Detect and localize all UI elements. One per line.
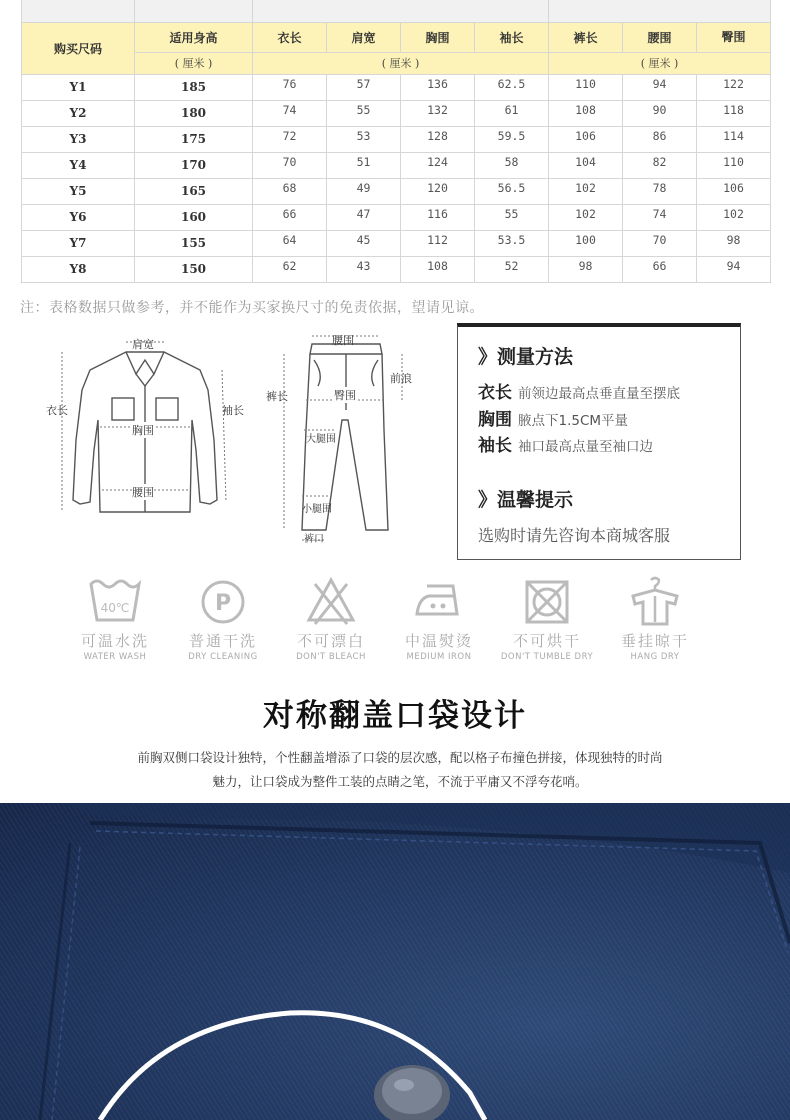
measure-cell: 98 xyxy=(697,230,771,256)
measure-cell: 51 xyxy=(327,152,401,178)
shirt-label-shoulder: 肩宽 xyxy=(132,338,154,351)
design-desc-line: 魅力，让口袋成为整件工装的点睛之笔，不流于平庸又不浮夸花哨。 xyxy=(212,774,588,789)
unit-bottom: ( 厘米 ) xyxy=(549,52,771,74)
height-cell: 180 xyxy=(135,100,253,126)
height-cell: 175 xyxy=(135,126,253,152)
size-row xyxy=(22,100,771,126)
col-header-shoulder: 肩宽 xyxy=(327,22,401,52)
measure-cell: 114 xyxy=(697,126,771,152)
care-label-en: WATER WASH xyxy=(83,652,147,662)
tip-text: 选购时请先咨询本商城客服 xyxy=(478,526,671,545)
measure-cell: 52 xyxy=(475,256,549,282)
measure-cell: 110 xyxy=(549,74,623,100)
shirt-label-waist: 腰围 xyxy=(132,486,154,499)
care-label-en: DON'T BLEACH xyxy=(296,652,366,662)
measure-cell: 66 xyxy=(253,204,327,230)
col-header-sleeve: 袖长 xyxy=(475,22,549,52)
method-item-length: 衣长 前领边最高点垂直量至摆底 xyxy=(478,383,680,403)
care-label: 中温熨烫 xyxy=(404,632,473,650)
measure-cell: 78 xyxy=(623,178,697,204)
measure-cell: 68 xyxy=(253,178,327,204)
pants-label-hem: 裤口 xyxy=(304,534,324,545)
height-header: 适用身高 xyxy=(135,22,253,52)
measure-cell: 106 xyxy=(697,178,771,204)
size-row xyxy=(22,126,771,152)
measure-cell: 70 xyxy=(253,152,327,178)
method-title: 》测量方法 xyxy=(478,346,574,368)
measure-cell: 112 xyxy=(401,230,475,256)
measure-cell: 47 xyxy=(327,204,401,230)
size-row xyxy=(22,256,771,282)
size-row xyxy=(22,178,771,204)
measure-cell: 132 xyxy=(401,100,475,126)
measure-cell: 86 xyxy=(623,126,697,152)
measure-cell: 55 xyxy=(475,204,549,230)
measure-cell: 98 xyxy=(549,256,623,282)
measure-cell: 64 xyxy=(253,230,327,256)
measure-cell: 72 xyxy=(253,126,327,152)
shirt-diagram xyxy=(40,330,265,530)
size-cell: Y8 xyxy=(22,256,135,282)
measure-cell: 106 xyxy=(549,126,623,152)
measure-cell: 55 xyxy=(327,100,401,126)
care-no-bleach xyxy=(276,574,386,662)
measure-cell: 100 xyxy=(549,230,623,256)
height-cell: 150 xyxy=(135,256,253,282)
measure-cell: 94 xyxy=(623,74,697,100)
pants-drawing xyxy=(262,330,442,550)
col-header-pants-length: 裤长 xyxy=(549,22,623,52)
care-hang-dry xyxy=(600,574,710,662)
design-title: 对称翻盖口袋设计 xyxy=(263,698,527,734)
pants-label-length: 裤长 xyxy=(266,390,288,403)
measure-cell: 120 xyxy=(401,178,475,204)
measure-cell: 128 xyxy=(401,126,475,152)
measure-cell: 74 xyxy=(253,100,327,126)
dry-clean-icon xyxy=(193,574,253,628)
size-cell: Y2 xyxy=(22,100,135,126)
height-cell: 185 xyxy=(135,74,253,100)
measure-cell: 76 xyxy=(253,74,327,100)
measure-cell: 66 xyxy=(623,256,697,282)
care-iron xyxy=(384,574,494,662)
care-no-tumble xyxy=(492,574,602,662)
pants-diagram xyxy=(262,330,442,550)
pants-label-thigh: 大腿围 xyxy=(306,434,336,445)
measure-cell: 74 xyxy=(623,204,697,230)
measure-cell: 124 xyxy=(401,152,475,178)
height-cell: 160 xyxy=(135,204,253,230)
care-wash xyxy=(60,574,170,662)
measure-cell: 70 xyxy=(623,230,697,256)
tip-title: 》温馨提示 xyxy=(478,489,574,511)
measure-cell: 56.5 xyxy=(475,178,549,204)
disclaimer-note: 注：表格数据只做参考，并不能作为买家换尺寸的免责依据，望请见谅。 xyxy=(20,300,484,316)
no-bleach-icon xyxy=(301,574,361,628)
measure-cell: 102 xyxy=(549,204,623,230)
measure-cell: 59.5 xyxy=(475,126,549,152)
size-row xyxy=(22,230,771,256)
care-label: 不可漂白 xyxy=(296,632,365,650)
care-label-en: DON'T TUMBLE DRY xyxy=(500,652,594,662)
measure-cell: 108 xyxy=(401,256,475,282)
col-header-chest: 胸围 xyxy=(401,22,475,52)
size-cell: Y1 xyxy=(22,74,135,100)
measure-cell: 94 xyxy=(697,256,771,282)
measure-cell: 62 xyxy=(253,256,327,282)
measure-cell: 90 xyxy=(623,100,697,126)
method-item-chest: 胸围 腋点下1.5CM平量 xyxy=(478,410,629,430)
size-table xyxy=(21,0,771,283)
col-header-length: 衣长 xyxy=(253,22,327,52)
measurement-method-box xyxy=(457,323,741,560)
col-header-waist: 腰围 xyxy=(623,22,697,52)
measure-cell: 104 xyxy=(549,152,623,178)
measure-cell: 57 xyxy=(327,74,401,100)
pants-label-calf: 小腿围 xyxy=(302,504,332,515)
measure-cell: 136 xyxy=(401,74,475,100)
pocket-fabric-photo xyxy=(0,803,790,1120)
care-label: 普通干洗 xyxy=(188,632,257,650)
svg-text:40℃: 40℃ xyxy=(100,601,130,615)
table-header-row xyxy=(22,22,771,52)
measure-cell: 53.5 xyxy=(475,230,549,256)
height-cell: 170 xyxy=(135,152,253,178)
measure-cell: 110 xyxy=(697,152,771,178)
measure-cell: 61 xyxy=(475,100,549,126)
table-cap-row xyxy=(22,0,771,22)
size-header: 购买尺码 xyxy=(22,22,135,74)
care-label-en: MEDIUM IRON xyxy=(406,652,472,662)
measure-cell: 118 xyxy=(697,100,771,126)
svg-text:P: P xyxy=(214,591,232,616)
size-row xyxy=(22,204,771,230)
shirt-label-length: 衣长 xyxy=(46,404,68,417)
measure-cell: 82 xyxy=(623,152,697,178)
size-cell: Y6 xyxy=(22,204,135,230)
care-dry-clean xyxy=(168,574,278,662)
measure-cell: 122 xyxy=(697,74,771,100)
pants-label-waist: 腰围 xyxy=(332,334,354,347)
size-cell: Y4 xyxy=(22,152,135,178)
height-cell: 155 xyxy=(135,230,253,256)
medium-iron-icon xyxy=(409,574,469,628)
size-cell: Y5 xyxy=(22,178,135,204)
measure-cell: 49 xyxy=(327,178,401,204)
hang-dry-icon xyxy=(625,574,685,628)
unit-height: ( 厘米 ) xyxy=(135,52,253,74)
pocket-flap-drawing xyxy=(0,803,790,1120)
method-item-sleeve: 袖长 袖口最高点量至袖口边 xyxy=(478,436,653,456)
measure-cell: 102 xyxy=(697,204,771,230)
shirt-label-chest: 胸围 xyxy=(132,424,154,437)
unit-top: ( 厘米 ) xyxy=(253,52,549,74)
measure-cell: 53 xyxy=(327,126,401,152)
shirt-label-sleeve: 袖长 xyxy=(222,404,244,417)
col-header-hip: 臀围 xyxy=(697,22,771,52)
pants-label-rise: 前浪 xyxy=(390,372,412,385)
design-description xyxy=(95,746,705,794)
measure-cell: 116 xyxy=(401,204,475,230)
care-label-en: HANG DRY xyxy=(630,652,680,662)
care-label: 不可烘干 xyxy=(512,632,581,650)
measure-cell: 45 xyxy=(327,230,401,256)
care-label-en: DRY CLEANING xyxy=(188,652,258,662)
size-row xyxy=(22,152,771,178)
measure-cell: 108 xyxy=(549,100,623,126)
pants-label-hip: 臀围 xyxy=(334,389,356,402)
size-cell: Y7 xyxy=(22,230,135,256)
table-unit-row xyxy=(22,52,771,74)
measure-cell: 62.5 xyxy=(475,74,549,100)
measure-cell: 102 xyxy=(549,178,623,204)
design-desc-line: 前胸双侧口袋设计独特，个性翻盖增添了口袋的层次感，配以格子布撞色拼接，体现独特的时尚 xyxy=(137,750,663,765)
measure-cell: 58 xyxy=(475,152,549,178)
no-tumble-dry-icon xyxy=(517,574,577,628)
size-cell: Y3 xyxy=(22,126,135,152)
care-label: 垂挂晾干 xyxy=(620,632,689,650)
size-row xyxy=(22,74,771,100)
measure-cell: 43 xyxy=(327,256,401,282)
care-label: 可温水洗 xyxy=(80,632,149,650)
wash-40c-icon xyxy=(85,574,145,628)
height-cell: 165 xyxy=(135,178,253,204)
